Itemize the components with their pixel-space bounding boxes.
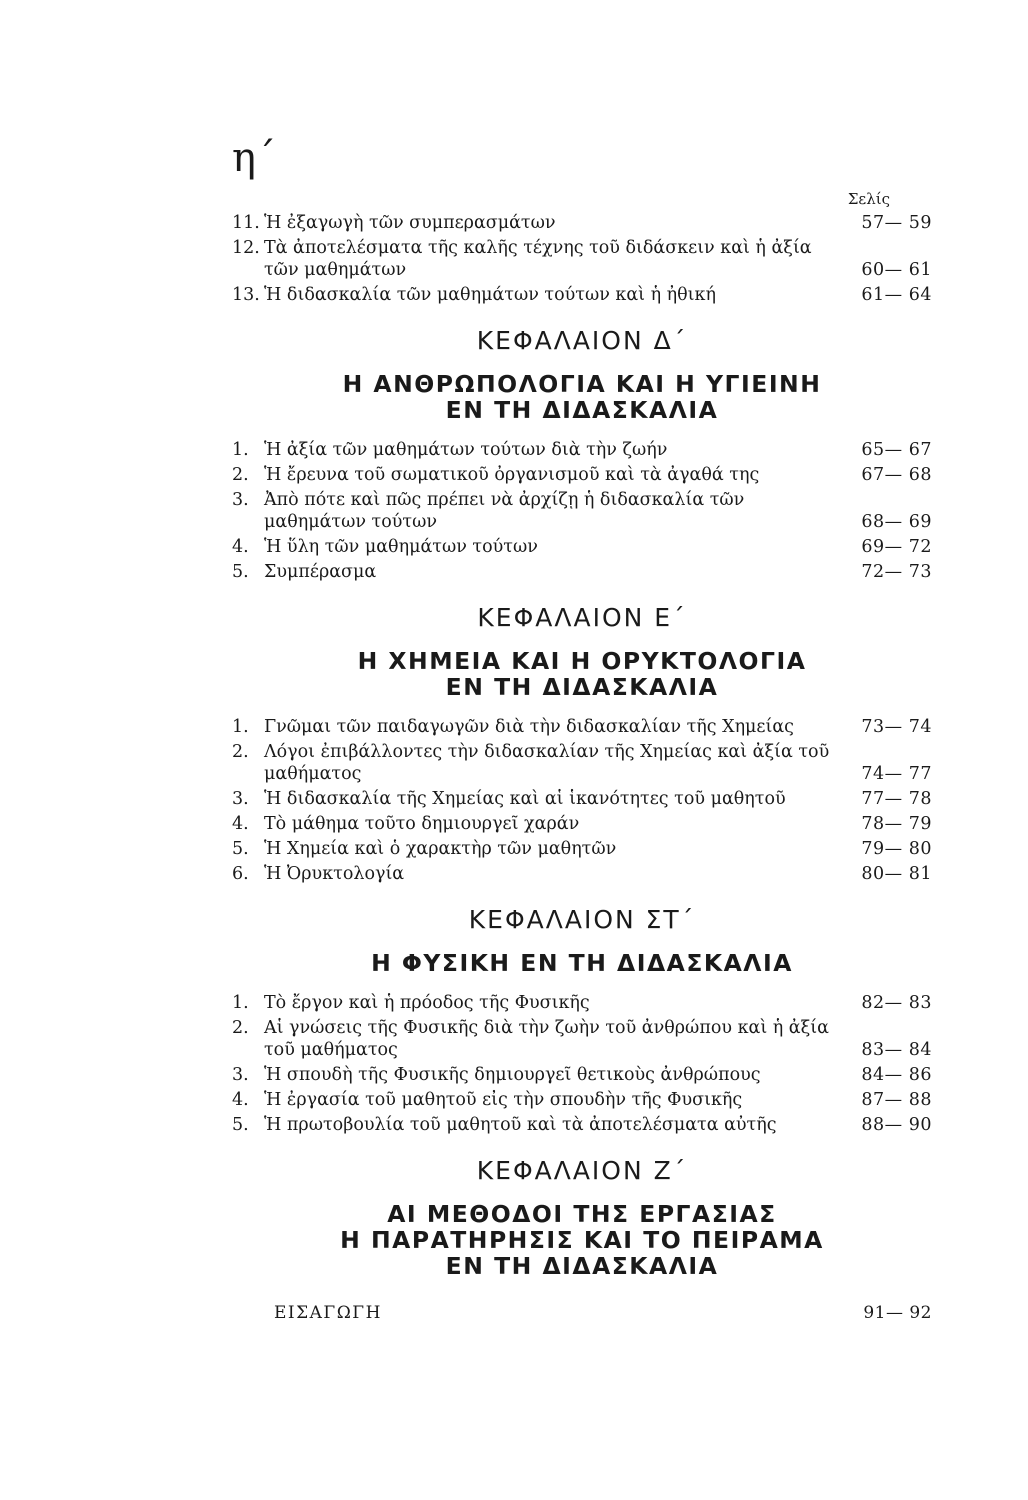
toc-entry[interactable] [232,1064,932,1086]
chapter-title-line: Η ΧΗΜΕΙΑ ΚΑΙ Η ΟΡΥΚΤΟΛΟΓΙΑ [357,647,807,675]
chapter-section [232,1156,932,1279]
entry-text: Ἡ ἔρευνα τοῦ σωματικοῦ ὀργανισμοῦ καὶ τὰ ἀγαθά της [264,465,760,485]
chapter-title-line: Η ΦΥΣΙΚΗ ΕΝ ΤΗ ΔΙΔΑΣΚΑΛΙΑ [371,949,793,977]
introduction-entry[interactable] [232,1303,932,1323]
table-of-contents [232,190,932,1323]
chapter-list [232,326,932,1279]
chapter-title [232,371,932,423]
entry-text: Ἡ ἀξία τῶν μαθημάτων τούτων διὰ τὴν ζωήν [264,440,668,460]
entry-text: Ἡ ἐξαγωγὴ τῶν συμπερασμάτων [264,213,556,233]
entry-pages: 69— 72 [861,537,932,557]
chapter-section [232,603,932,885]
entry-pages: 82— 83 [861,993,932,1013]
entry-pages: 88— 90 [861,1115,932,1135]
entry-pages: 83— 84 [861,1040,932,1060]
entry-text: Ἡ διδασκαλία τῆς Χημείας καὶ αἱ ἱκανότητες τοῦ μαθητοῦ [264,789,786,809]
entry-number: 2. [232,465,249,485]
toc-entry[interactable] [232,741,932,785]
entry-number: 13. [232,285,260,305]
entry-number: 5. [232,1115,249,1135]
toc-entry[interactable] [232,464,932,486]
toc-entry[interactable] [232,838,932,860]
entry-text: Αἱ γνώσεις τῆς Φυσικῆς διὰ τὴν ζωὴν τοῦ ἀνθρώπου καὶ ἡ ἀξία τοῦ μαθήματος [264,1018,829,1060]
entry-number: 3. [232,789,249,809]
entry-pages: 72— 73 [861,562,932,582]
toc-entry[interactable] [232,284,932,306]
entry-number: 6. [232,864,249,884]
toc-entry[interactable] [232,439,932,461]
entry-text: Ἡ ὕλη τῶν μαθημάτων τούτων [264,537,538,557]
entry-number: 1. [232,440,249,460]
chapter-title [232,950,932,976]
entry-pages: 61— 64 [861,285,932,305]
entry-text: Ἡ διδασκαλία τῶν μαθημάτων τούτων καὶ ἡ ἠθική [264,285,716,305]
entry-number: 12. [232,238,260,258]
toc-entry[interactable] [232,1114,932,1136]
entry-number: 2. [232,742,249,762]
toc-entry[interactable] [232,1017,932,1061]
pages-column-header: Σελίς [847,190,890,208]
entry-number: 1. [232,993,249,1013]
toc-entry[interactable] [232,813,932,835]
entry-pages: 65— 67 [861,440,932,460]
chapter-title-line: Η ΠΑΡΑΤΗΡΗΣΙΣ ΚΑΙ ΤΟ ΠΕΙΡΑΜΑ [340,1226,824,1254]
chapter-heading: ΚΕΦΑΛΑΙΟΝ Ε΄ [477,603,687,632]
chapter-title-line: ΕΝ ΤΗ ΔΙΔΑΣΚΑΛΙΑ [445,673,719,701]
entry-pages: 60— 61 [861,260,932,280]
toc-entry[interactable] [232,716,932,738]
entry-text: Γνῶμαι τῶν παιδαγωγῶν διὰ τὴν διδασκαλίαν τῆς Χημείας [264,717,794,737]
entry-number: 4. [232,537,249,557]
chapter-section [232,326,932,583]
toc-entry[interactable] [232,561,932,583]
entry-pages: 91— 92 [863,1303,932,1323]
entry-text: Τὰ ἀποτελέσματα τῆς καλῆς τέχνης τοῦ διδάσκειν καὶ ἡ ἀξία τῶν μαθημάτων [264,238,812,280]
entry-pages: 73— 74 [861,717,932,737]
toc-entry[interactable] [232,992,932,1014]
entry-number: 3. [232,1065,249,1085]
entry-text: Ἀπὸ πότε καὶ πῶς πρέπει νὰ ἀρχίζῃ ἡ διδασκαλία τῶν μαθημάτων τούτων [264,490,745,532]
chapter-title-line: ΕΝ ΤΗ ΔΙΔΑΣΚΑΛΙΑ [445,1252,719,1280]
toc-entry[interactable] [232,212,932,234]
chapter-heading: ΚΕΦΑΛΑΙΟΝ Δ΄ [476,326,688,355]
entry-number: 2. [232,1018,249,1038]
toc-entry[interactable] [232,536,932,558]
entry-pages: 74— 77 [861,764,932,784]
toc-entry[interactable] [232,1089,932,1111]
entry-number: 4. [232,814,249,834]
entry-number: 5. [232,562,249,582]
entry-text: Τὸ ἔργον καὶ ἡ πρόοδος τῆς Φυσικῆς [264,993,590,1013]
chapter-title-line: Η ΑΝΘΡΩΠΟΛΟΓΙΑ ΚΑΙ Η ΥΓΙΕΙΝΗ [342,370,822,398]
entry-pages: 68— 69 [861,512,932,532]
entry-pages: 80— 81 [861,864,932,884]
entry-pages: 87— 88 [861,1090,932,1110]
page-number: η΄ [232,135,276,181]
entry-text: Ἡ σπουδὴ τῆς Φυσικῆς δημιουργεῖ θετικοὺς ἀνθρώπους [264,1065,761,1085]
entry-list [232,212,932,306]
entry-number: 5. [232,839,249,859]
toc-entry[interactable] [232,237,932,281]
entry-number: 3. [232,490,249,510]
entry-pages: 67— 68 [861,465,932,485]
entry-text: Τὸ μάθημα τοῦτο δημιουργεῖ χαράν [264,814,580,834]
entry-text: Λόγοι ἐπιβάλλοντες τὴν διδασκαλίαν τῆς Χημείας καὶ ἀξία τοῦ μαθήματος [264,742,830,784]
entry-text: Ἡ πρωτοβουλία τοῦ μαθητοῦ καὶ τὰ ἀποτελέσματα αὐτῆς [264,1115,777,1135]
toc-entry[interactable] [232,788,932,810]
chapter-title-line: ΑΙ ΜΕΘΟΔΟΙ ΤΗΣ ΕΡΓΑΣΙΑΣ [387,1200,777,1228]
entry-text: Συμπέρασμα [264,562,377,582]
entry-pages: 57— 59 [861,213,932,233]
entry-pages: 79— 80 [861,839,932,859]
chapter-heading: ΚΕΦΑΛΑΙΟΝ ΣΤ΄ [468,905,696,934]
chapter-title [232,1201,932,1279]
chapter-section [232,905,932,1136]
toc-entry[interactable] [232,863,932,885]
entry-pages: 84— 86 [861,1065,932,1085]
entry-number: 1. [232,717,249,737]
entry-text: Ἡ ἐργασία τοῦ μαθητοῦ εἰς τὴν σπουδὴν τῆς Φυσικῆς [264,1090,743,1110]
chapter-title-line: ΕΝ ΤΗ ΔΙΔΑΣΚΑΛΙΑ [445,396,719,424]
entry-pages: 77— 78 [861,789,932,809]
entry-number: 4. [232,1090,249,1110]
entry-text: ΕΙΣΑΓΩΓΗ [274,1303,382,1323]
entry-pages: 78— 79 [861,814,932,834]
entry-text: Ἡ Ὀρυκτολογία [264,864,405,884]
toc-entry[interactable] [232,489,932,533]
entry-text: Ἡ Χημεία καὶ ὁ χαρακτὴρ τῶν μαθητῶν [264,839,617,859]
chapter-title [232,648,932,700]
chapter-heading: ΚΕΦΑΛΑΙΟΝ Ζ΄ [476,1156,688,1185]
entry-number: 11. [232,213,260,233]
